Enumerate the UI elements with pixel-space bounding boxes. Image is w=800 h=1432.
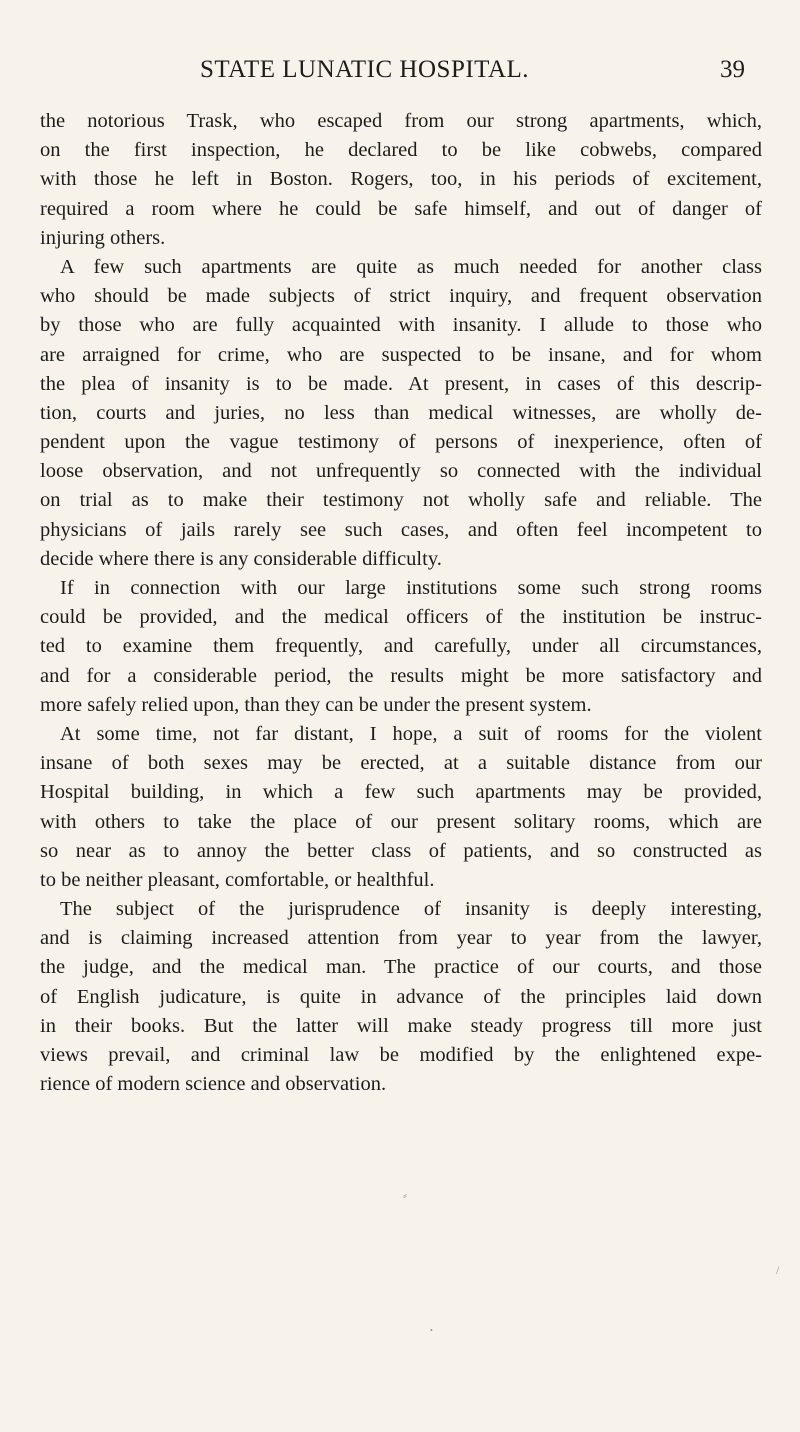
text-line: more safely relied upon, than they can be under the present system. xyxy=(40,693,592,716)
text-line: A few such apartments are quite as much needed for another class xyxy=(60,255,762,278)
running-title: STATE LUNATIC HOSPITAL. xyxy=(200,56,530,83)
text-line: with those he left in Boston. Rogers, too, in his periods of excitement, xyxy=(40,168,762,191)
text-line: and is claiming increased attention from year to year from the lawyer, xyxy=(40,927,762,950)
body-text xyxy=(40,107,762,1099)
text-line: the judge, and the medical man. The practice of our courts, and those xyxy=(40,956,762,979)
text-line: and for a considerable period, the results might be more satisfactory and xyxy=(40,664,762,687)
text-line: required a room where he could be safe himself, and out of danger of xyxy=(40,197,762,220)
text-line: the plea of insanity is to be made. At present, in cases of this descrip- xyxy=(40,372,762,395)
text-line: so near as to annoy the better class of patients, and so constructed as xyxy=(40,839,762,862)
stray-ink-mark: ⸗ xyxy=(403,1188,407,1202)
text-line: loose observation, and not unfrequently so connected with the individual xyxy=(40,460,762,483)
text-line: on the first inspection, he declared to be like cobwebs, compared xyxy=(40,139,762,162)
text-line: decide where there is any considerable difficulty. xyxy=(40,547,442,570)
text-line: injuring others. xyxy=(40,226,166,249)
text-line: The subject of the jurisprudence of insanity is deeply interesting, xyxy=(60,898,762,921)
text-line: At some time, not far distant, I hope, a suit of rooms for the violent xyxy=(60,722,762,745)
text-line: physicians of jails rarely see such cases, and often feel incompetent to xyxy=(40,518,762,541)
text-line: views prevail, and criminal law be modified by the enlightened expe- xyxy=(40,1044,762,1066)
text-line: Hospital building, in which a few such apartments may be provided, xyxy=(40,781,762,804)
text-line: could be provided, and the medical officers of the institution be instruc- xyxy=(40,606,762,629)
text-line: tion, courts and juries, no less than medical witnesses, are wholly de- xyxy=(40,401,762,424)
stray-ink-mark: • xyxy=(430,1326,433,1335)
text-line: are arraigned for crime, who are suspected to be insane, and for whom xyxy=(40,343,762,366)
text-line: pendent upon the vague testimony of persons of inexperience, often of xyxy=(40,431,762,454)
stray-ink-mark: / xyxy=(776,1263,780,1277)
text-line: the notorious Trask, who escaped from our strong apartments, which, xyxy=(40,110,762,132)
text-line: of English judicature, is quite in advance of the principles laid down xyxy=(40,985,762,1008)
page-number: 39 xyxy=(720,56,745,83)
text-line: rience of modern science and observation. xyxy=(40,1073,387,1096)
text-line: with others to take the place of our present solitary rooms, which are xyxy=(40,810,762,833)
text-line: on trial as to make their testimony not wholly safe and reliable. The xyxy=(40,489,762,512)
text-line: If in connection with our large institutions some such strong rooms xyxy=(60,577,762,599)
text-line: in their books. But the latter will make steady progress till more just xyxy=(40,1014,762,1037)
text-line: by those who are fully acquainted with insanity. I allude to those who xyxy=(40,314,762,337)
text-line: who should be made subjects of strict inquiry, and frequent observation xyxy=(40,285,762,308)
text-line: to be neither pleasant, comfortable, or healthful. xyxy=(40,868,435,891)
text-line: ted to examine them frequently, and carefully, under all circumstances, xyxy=(40,635,762,658)
text-line: insane of both sexes may be erected, at a suitable distance from our xyxy=(40,752,762,775)
